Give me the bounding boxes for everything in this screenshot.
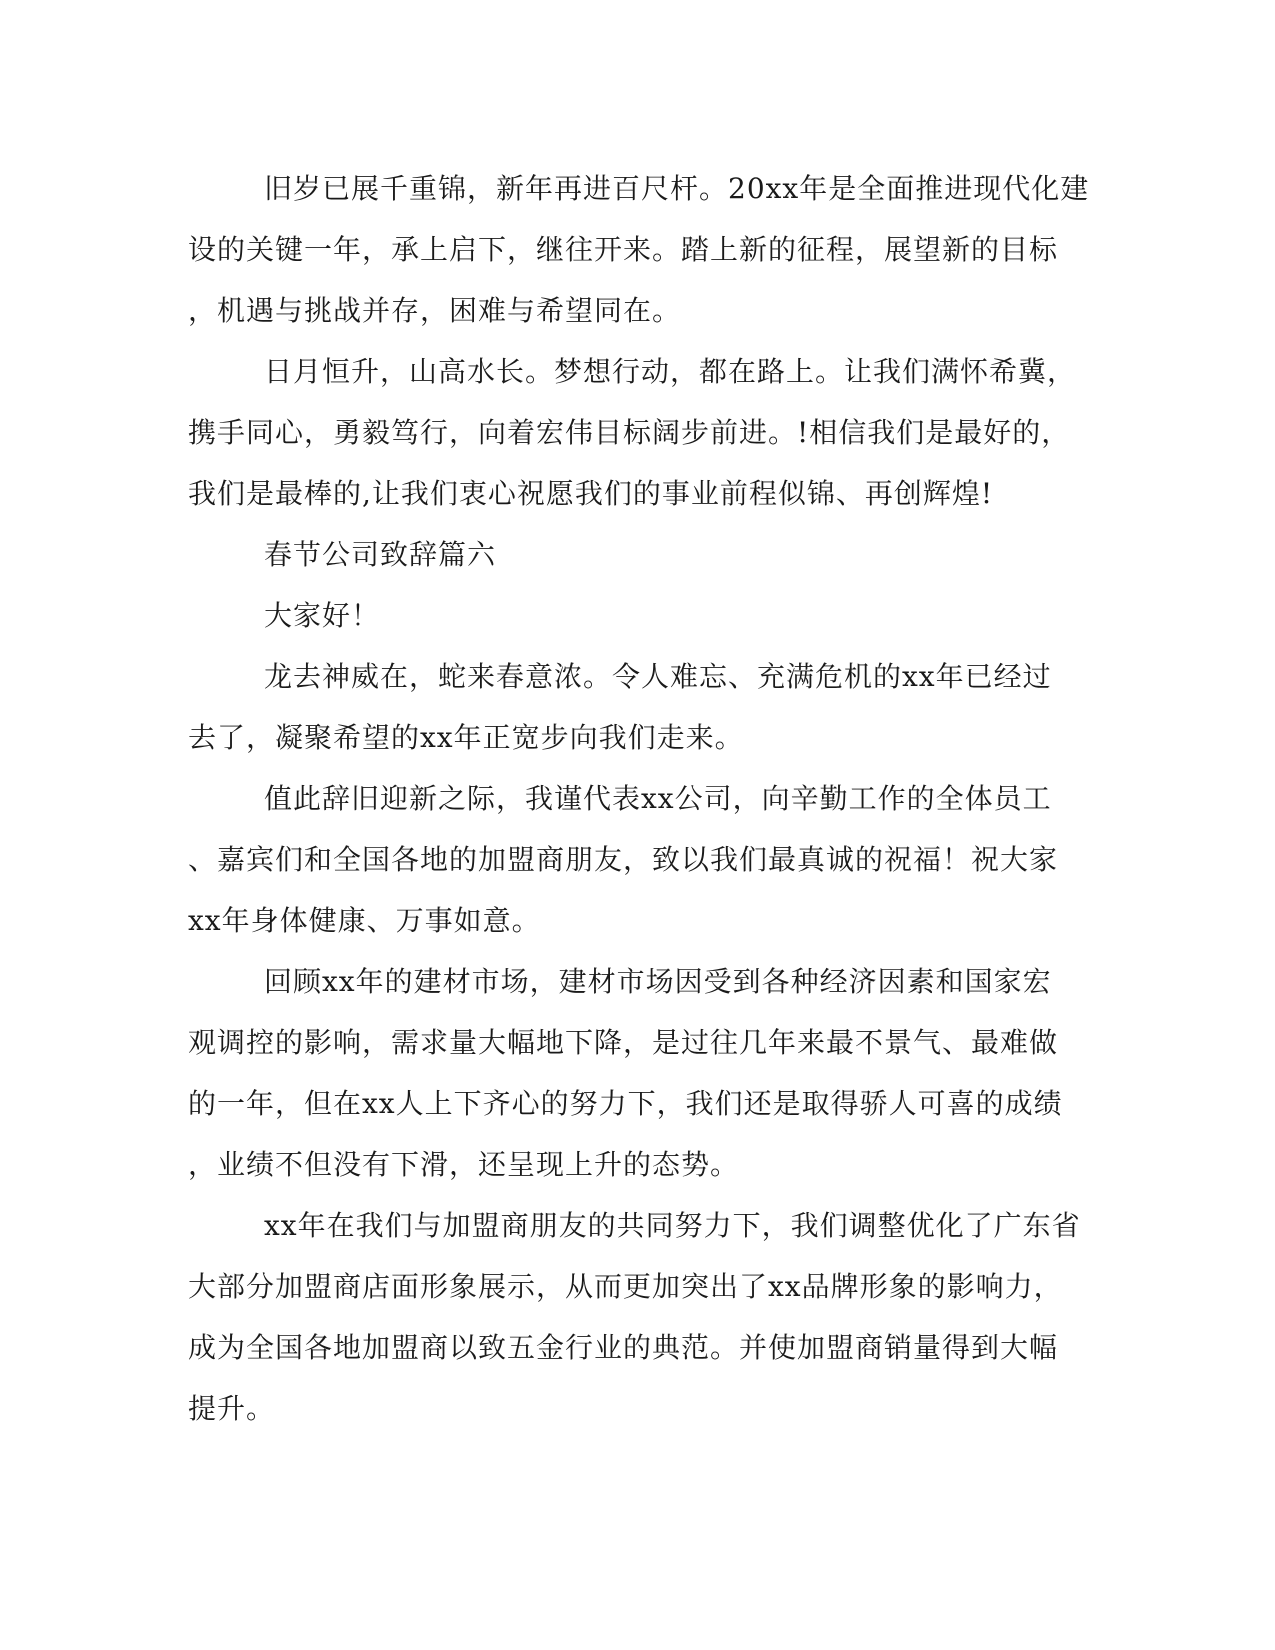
text-line: 旧岁已展千重锦，新年再进百尺杆。20xx年是全面推进现代化建 [264,172,1090,205]
text-line: 设的关键一年，承上启下，继往开来。踏上新的征程，展望新的目标 [188,233,1059,266]
text-line: 观调控的影响，需求量大幅地下降，是过往几年来最不景气、最难做 [188,1026,1059,1059]
text-line: 大部分加盟商店面形象展示，从而更加突出了xx品牌形象的影响力， [188,1270,1063,1303]
text-line: ，机遇与挑战并存，困难与希望同在。 [188,294,682,327]
text-line: 去了，凝聚希望的xx年正宽步向我们走来。 [188,721,744,754]
section-heading: 春节公司致辞篇六 [264,538,497,571]
text-line: xx年在我们与加盟商朋友的共同努力下，我们调整优化了广东省 [264,1209,1081,1242]
text-line: 、嘉宾们和全国各地的加盟商朋友，致以我们最真诚的祝福！祝大家 [188,843,1059,876]
text-line: ，业绩不但没有下滑，还呈现上升的态势。 [188,1148,740,1181]
document-body [188,158,1088,1439]
text-line: 回顾xx年的建材市场，建材市场因受到各种经济因素和国家宏 [264,965,1052,998]
text-line: 提升。 [188,1392,276,1425]
text-line: 我们是最棒的,让我们衷心祝愿我们的事业前程似锦、再创辉煌! [188,477,994,510]
text-line: 日月恒升，山高水长。梦想行动，都在路上。让我们满怀希冀， [264,355,1077,388]
text-line: 的一年，但在xx人上下齐心的努力下，我们还是取得骄人可喜的成绩 [188,1087,1063,1120]
text-line: 成为全国各地加盟商以致五金行业的典范。并使加盟商销量得到大幅 [188,1331,1059,1364]
text-line: xx年身体健康、万事如意。 [188,904,541,937]
text-line: 龙去神威在，蛇来春意浓。令人难忘、充满危机的xx年已经过 [264,660,1052,693]
text-line: 值此辞旧迎新之际，我谨代表xx公司，向辛勤工作的全体员工 [264,782,1052,815]
greeting: 大家好！ [264,599,381,632]
text-line: 携手同心，勇毅笃行，向着宏伟目标阔步前进。!相信我们是最好的， [188,416,1071,449]
